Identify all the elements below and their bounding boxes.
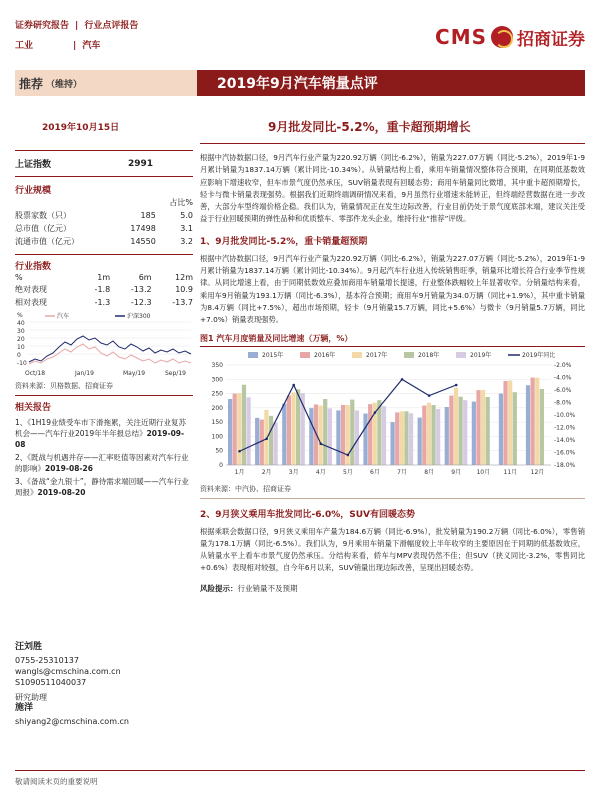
y-right-tick-label: -10.0% (554, 411, 576, 419)
bar-2018年 (540, 389, 544, 465)
x-tick-label: 6月 (370, 468, 380, 476)
footer-note: 敬请阅读末页的重要说明 (15, 777, 98, 786)
row-pct: 3.2 (180, 237, 193, 246)
bar-2017年 (400, 411, 404, 465)
index-chart-svg (15, 309, 193, 377)
rating-note: （维持） (46, 79, 83, 90)
bar-2017年 (454, 387, 458, 464)
bar-2019年 (409, 413, 413, 465)
table-row (15, 222, 193, 235)
y-right-tick-label: -6.0% (554, 386, 572, 394)
table-row (15, 272, 193, 283)
y-right-tick-label: -8.0% (554, 399, 572, 407)
bar-2017年 (291, 392, 295, 465)
reports-title: 相关报告 (15, 403, 52, 413)
x-tick-label: 1月 (234, 468, 245, 476)
row-value: -12.3 (130, 298, 152, 307)
row-label: 股票家数（只） (15, 211, 71, 220)
sidebar (15, 150, 193, 500)
bar-2016年 (341, 405, 345, 465)
yoy-point (455, 383, 458, 386)
table-row (15, 283, 193, 296)
legend-label: 2019年 (470, 351, 492, 359)
legend-label: 汽车 (57, 313, 70, 320)
section-2-text: 根据乘联会数据口径，9月狭义乘用车产量为184.6万辆（同比-6.9%），批发销量为190.2万辆（同比-6.0%），零售销量为178.1万辆（同比-6.5%）。我们认为，9月乘用车销量下滑幅度较上半年收窄的主要原因在于同期的低基数效应，从销量水平上看车市景气度仍然承压。分结构来看，轿车与MPV表现仍然不佳；但SUV（狭义同比-3.2%，零售同比+0.6%）表现相对较强，自今年6月以来，SUV销量出现边际改善，呈现出回暖态势。 (200, 526, 585, 573)
y-tick-label: 0 (17, 352, 21, 359)
x-tick-label: 10月 (476, 468, 491, 476)
bar-2019年 (328, 408, 332, 465)
yoy-point (428, 394, 431, 397)
figure-1-title: 图1 汽车月度销量及同比增速（万辆，%） (200, 333, 585, 347)
table-row (15, 209, 193, 222)
y-left-tick-label: 300 (211, 375, 223, 383)
bar-2015年 (418, 417, 422, 464)
list-item[interactable] (15, 417, 193, 450)
report-category: 证券研究报告 | 行业点评报告 (15, 18, 138, 31)
bar-2016年 (531, 377, 535, 464)
report-date: 2019-08-20 (37, 488, 86, 497)
monthly-sales-chart (200, 347, 585, 479)
related-reports (15, 417, 193, 498)
y-right-tick-label: -2.0% (554, 361, 572, 369)
report-date: 2019-09-08 (15, 429, 185, 449)
bar-2019年 (382, 406, 386, 465)
col-header: % (15, 273, 23, 282)
figure-1-source: 资料来源：中汽协、招商证券 (200, 484, 585, 499)
main-content (200, 152, 585, 594)
sidebar-source: 资料来源：贝格数据、招商证券 (15, 382, 113, 390)
bar-2018年 (242, 384, 246, 464)
row-label: 流通市值（亿元） (15, 237, 79, 246)
x-tick-label: 12月 (530, 468, 545, 476)
bar-2018年 (459, 396, 463, 464)
bar-2019年 (274, 422, 278, 464)
bar-2018年 (513, 392, 517, 465)
x-tick-label: 7月 (397, 468, 407, 476)
index-label: 上证指数 (15, 160, 52, 170)
y-right-tick-label: -16.0% (554, 449, 576, 457)
report-sector: 工业 | 汽车 (15, 41, 101, 51)
yoy-point (265, 437, 268, 440)
legend-label: 2018年 (418, 351, 440, 359)
category-sub-label: 行业点评报告 (84, 21, 139, 31)
section-2-title: 2、9月狭义乘用车批发同比-6.0%，SUV有回暖态势 (200, 509, 415, 520)
row-value: 17498 (130, 224, 156, 233)
x-tick-label: Oct/18 (25, 370, 46, 377)
col-header: 6m (138, 273, 152, 282)
bar-2016年 (287, 395, 291, 464)
analyst-phone: 0755-25310137 (15, 656, 79, 665)
row-value: 185 (140, 211, 156, 220)
yoy-point (347, 453, 350, 456)
row-value: 14550 (130, 237, 156, 246)
assistant-role: 研究助理 (15, 693, 47, 702)
row-value: -1.3 (94, 298, 111, 307)
footer-divider (15, 770, 585, 771)
pct-header: 占比% (169, 198, 193, 207)
bar-2015年 (282, 403, 286, 464)
col-header: 12m (175, 273, 193, 282)
row-value: -13.7 (172, 298, 193, 307)
bar-2015年 (391, 422, 395, 465)
legend-label: 2015年 (262, 351, 284, 359)
scale-table (15, 196, 193, 248)
y-right-tick-label: -14.0% (554, 436, 576, 444)
yoy-point (238, 450, 241, 453)
legend-swatch (456, 352, 466, 358)
y-tick-label: 30 (17, 328, 25, 335)
report-link[interactable]: 2、《既战与机遇并存——汇率贬值等因素对汽车行业的影响》 (15, 453, 189, 473)
bar-2019年 (246, 397, 250, 465)
company-logo (410, 22, 585, 52)
bar-2018年 (431, 405, 435, 465)
section-1-text: 根据中汽协数据口径，9月汽车行业产量为220.92万辆（同比-6.2%），销量为227.07万辆（同比-5.2%），2019年1-9月累计销量为1837.14万辆（累计同比-10.34%）。9月起汽车行业进入传统销售旺季，销量环比增长符合行业季节性规律。从同比增速上看，由于同期低数效应叠加商用车销量增长提速，行业整体跌幅较上年显著收窄。分销量结构来看，乘用车9月销量为193.1万辆（同比-6.3%），基本符合预期；商用车9月销量为34.0万辆（同比+1.9%），其中重卡销量为8.4万辆（同比+7.5%），超出市场预期，轻卡（9月销量15.7万辆，同比+5.6%）与微卡（9月销量5.7万辆，同比+7.0%）销量表现强势。 (200, 253, 585, 325)
y-left-tick-label: 0 (219, 461, 223, 469)
title-banner (15, 70, 585, 96)
row-pct: 3.1 (180, 224, 193, 233)
y-left-tick-label: 50 (215, 447, 223, 455)
bar-2016年 (233, 393, 237, 464)
bar-2016年 (395, 412, 399, 465)
legend-label: 2017年 (366, 351, 388, 359)
y-right-tick-label: -12.0% (554, 424, 576, 432)
table-row (15, 235, 193, 248)
report-subtitle: 9月批发同比-5.2%，重卡超预期增长 (268, 120, 471, 134)
yoy-point (292, 383, 295, 386)
report-date: 2019年10月15日 (42, 123, 120, 133)
x-tick-label: 9月 (451, 468, 462, 476)
legend-swatch (248, 352, 258, 358)
y-tick-label: 40 (17, 320, 25, 327)
bar-2019年 (436, 409, 440, 465)
bar-2017年 (481, 389, 485, 464)
bar-2015年 (336, 410, 340, 465)
bar-2018年 (269, 415, 273, 464)
analyst-cert: S1090511040037 (15, 678, 87, 687)
section-1-title: 1、9月批发同比-5.2%，重卡销量超预期 (200, 236, 368, 247)
y-left-tick-label: 100 (211, 432, 223, 440)
bar-2015年 (526, 385, 530, 465)
yoy-point (319, 442, 322, 445)
index-value: 2991 (127, 158, 153, 169)
bar-2015年 (255, 417, 259, 464)
y-right-tick-label: -4.0% (554, 374, 572, 382)
col-header: 1m (97, 273, 111, 282)
x-tick-label: Sep/19 (165, 370, 186, 377)
row-value: -1.8 (94, 285, 111, 294)
analyst-name: 汪刘胜 (15, 642, 43, 652)
bar-2017年 (508, 380, 512, 465)
x-tick-label: 5月 (342, 468, 353, 476)
y-tick-label: 10 (17, 344, 25, 351)
risk-label: 风险提示： (200, 583, 238, 593)
sector-label: 工业 (15, 41, 34, 51)
bar-2016年 (368, 404, 372, 465)
table-row (15, 296, 193, 309)
report-date: 2019-08-26 (45, 464, 93, 473)
x-tick-label: 3月 (288, 468, 299, 476)
bar-2019年 (463, 400, 467, 465)
rating-box (15, 70, 197, 96)
bar-2015年 (309, 408, 313, 465)
bar-2018年 (350, 399, 354, 464)
bar-2016年 (422, 405, 426, 464)
scale-title: 行业规模 (15, 186, 52, 196)
index-row (15, 151, 193, 176)
bar-2015年 (228, 399, 232, 465)
x-tick-label: May/19 (123, 370, 146, 377)
bar-2018年 (323, 399, 327, 465)
bar-2017年 (318, 405, 322, 464)
analyst-info (15, 642, 193, 727)
y-left-tick-label: 200 (211, 404, 223, 412)
industry-index-chart (15, 309, 193, 377)
analyst-email[interactable]: wangls@cmschina.com.cn (15, 667, 121, 676)
risk-text: 行业销量不及预期 (237, 583, 298, 593)
bar-2018年 (296, 389, 300, 465)
bar-2015年 (445, 407, 449, 465)
bar-2015年 (499, 393, 503, 464)
report-link[interactable]: 1、《1H19业绩受车市下滑拖累，关注近期行业复苏机会——汽车行业2019年半年报总结》 (15, 418, 186, 438)
y-tick-label: -10 (17, 360, 27, 367)
bar-2018年 (404, 411, 408, 465)
bar-2015年 (472, 401, 476, 464)
row-value: 10.9 (175, 285, 193, 294)
risk-note (200, 583, 585, 594)
row-pct: 5.0 (180, 211, 193, 220)
y-left-tick-label: 250 (211, 390, 223, 398)
assistant-name: 施洋 (15, 703, 34, 713)
legend-swatch (352, 352, 362, 358)
bar-2018年 (486, 397, 490, 465)
industry-label: 汽车 (82, 41, 101, 51)
hs300-line (29, 336, 191, 362)
legend-label: 2016年 (314, 351, 336, 359)
list-item[interactable] (15, 452, 193, 474)
logo-circle-icon (491, 26, 513, 48)
legend-label: 2019年同比 (522, 351, 556, 359)
legend-swatch (300, 352, 310, 358)
y-right-tick-label: -18.0% (554, 461, 576, 469)
yoy-point (374, 411, 377, 414)
legend-label: 沪深300 (127, 313, 151, 320)
x-tick-label: 4月 (315, 468, 326, 476)
intro-paragraph: 根据中汽协数据口径，9月汽车行业产量为220.92万辆（同比-6.2%），销量为227.07万辆（同比-5.2%），2019年1-9月累计销量为1837.14万辆（累计同比-10.34%）。从销量结构上看，乘用车销量情况整体符合预期，在同期低基数效应影响下增速收窄，但车市景气度仍然承压，SUV销量表现有回暖态势；商用车销量同比微增，其中重卡超预期增长，轻卡与微卡销量表现强势。根据我们近期终端调研情况来看，9月虽然行业增速未能转正，但终端经营数据在进一步改善，大部分车型终端价格企稳。我们认为，销量情况正在发生边际改善，行业目前仍处于景气度底部末端，建议关注受益于行业回暖预期的弹性品种和优质整车、零部件龙头企业，维持行业“推荐”评级。 (200, 153, 585, 224)
rating-label: 推荐 (19, 76, 44, 91)
y-tick-label: 20 (17, 336, 25, 343)
legend-swatch (404, 352, 414, 358)
x-tick-label: 2月 (261, 468, 272, 476)
perf-title: 行业指数 (15, 262, 52, 272)
report-title: 2019年9月汽车销量点评 (197, 70, 585, 96)
table-row (15, 196, 193, 209)
x-tick-label: 8月 (424, 468, 435, 476)
category-label: 证券研究报告 (15, 21, 70, 31)
bar-2017年 (535, 377, 539, 464)
bar-2015年 (363, 413, 367, 464)
y-left-tick-label: 350 (211, 361, 223, 369)
list-item[interactable] (15, 476, 193, 498)
bar-2016年 (476, 390, 480, 465)
y-left-tick-label: 150 (211, 418, 223, 426)
logo-chinese-text: 招商证券 (517, 29, 585, 50)
bar-2018年 (377, 400, 381, 465)
subtitle-divider (200, 143, 585, 144)
x-tick-label: Jan/19 (75, 370, 94, 377)
yoy-point (401, 378, 404, 381)
bar-2017年 (237, 393, 241, 465)
y-tick-label: % (17, 312, 23, 319)
row-value: -13.2 (130, 285, 152, 294)
bar-2016年 (449, 395, 453, 464)
row-label: 绝对表现 (15, 285, 47, 294)
row-label: 总市值（亿元） (15, 224, 71, 233)
logo-cms-text: CMS (435, 25, 487, 49)
perf-table (15, 272, 193, 309)
assistant-email[interactable]: shiyang2@cmschina.com.cn (15, 717, 129, 726)
x-tick-label: 11月 (503, 468, 518, 476)
bar-2016年 (503, 381, 507, 465)
row-label: 相对表现 (15, 298, 47, 307)
bar-2017年 (427, 402, 431, 464)
report-link[interactable]: 3、《备战“金九银十”，静待需求端回暖——汽车行业周报》 (15, 477, 189, 497)
